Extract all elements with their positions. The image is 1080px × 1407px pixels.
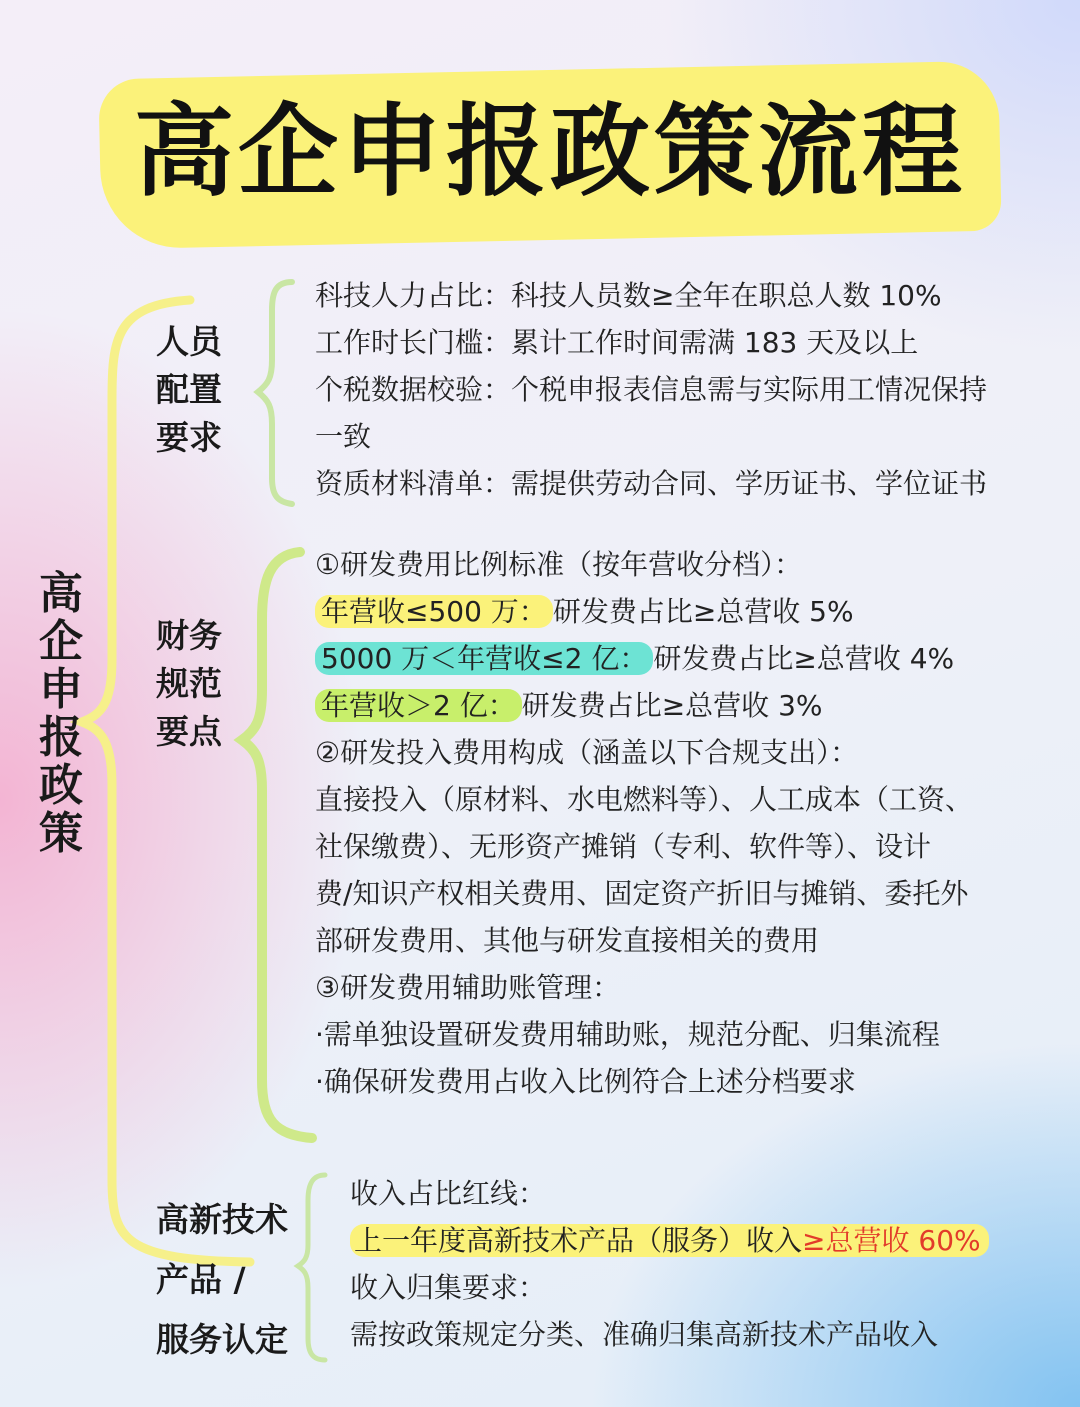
- hitech-brace: [298, 1175, 325, 1360]
- finance-label-line: 财务: [156, 616, 222, 655]
- main-label: 高企申报政策: [39, 568, 83, 859]
- ledger-bullet: ·确保研发费用占收入比例符合上述分档要求: [315, 1065, 856, 1098]
- hitech-label: [156, 1190, 288, 1370]
- requirement-line: 工作时长门槛：累计工作时间需满 183 天及以上: [315, 326, 919, 359]
- composition-line: 社保缴费）、无形资产摊销（专利、软件等）、设计: [315, 830, 932, 863]
- income-ratio-row: [350, 1217, 989, 1264]
- income-ratio-text: 上一年度高新技术产品（服务）收入: [354, 1224, 803, 1257]
- finance-label: [156, 612, 222, 756]
- requirement-line: 个税数据校验：个税申报表信息需与实际用工情况保持: [315, 373, 988, 406]
- requirement-line: 一致: [315, 420, 372, 453]
- tier-value: 研发费占比≥总营收 5%: [552, 595, 854, 628]
- finance-brace: [242, 552, 312, 1138]
- tier-key: 5000 万＜年营收≤2 亿：: [315, 642, 653, 675]
- tier-value: 研发费占比≥总营收 4%: [653, 642, 955, 675]
- hitech-label-line: 服务认定: [156, 1320, 288, 1359]
- finance-label-line: 规范: [156, 664, 222, 703]
- personnel-brace: [258, 282, 292, 504]
- ledger-heading: ③研发费用辅助账管理：: [315, 971, 621, 1004]
- income-collection-line: 需按政策规定分类、准确归集高新技术产品收入: [350, 1318, 939, 1351]
- personnel-label-line: 人员: [156, 322, 222, 361]
- requirement-line: 科技人力占比：科技人员数≥全年在职总人数 10%: [315, 279, 942, 312]
- composition-line: 费/知识产权相关费用、固定资产折旧与摊销、委托外: [315, 877, 969, 910]
- finance-label-line: 要点: [156, 712, 222, 751]
- tier-key: 年营收＞2 亿：: [315, 689, 522, 722]
- hitech-label-line: 高新技术: [156, 1200, 288, 1239]
- hitech-points: [350, 1170, 989, 1358]
- income-ratio-threshold: ≥总营收 60%: [802, 1224, 981, 1257]
- personnel-label-line: 配置: [156, 370, 222, 409]
- finance-points: [315, 541, 973, 1105]
- requirement-line: 资质材料清单：需提供劳动合同、学历证书、学位证书: [315, 467, 988, 500]
- tier-row: [315, 682, 973, 729]
- composition-heading: ②研发投入费用构成（涵盖以下合规支出）：: [315, 736, 859, 769]
- tier-value: 研发费占比≥总营收 3%: [521, 689, 823, 722]
- personnel-requirements: [315, 272, 987, 507]
- income-ratio-heading: 收入占比红线：: [350, 1177, 547, 1210]
- composition-line: 部研发费用、其他与研发直接相关的费用: [315, 924, 820, 957]
- rd-ratio-heading: ①研发费用比例标准（按年营收分档）：: [315, 548, 803, 581]
- tier-row: [315, 588, 973, 635]
- personnel-label-line: 要求: [156, 418, 222, 457]
- page-title: 高企申报政策流程: [134, 93, 966, 210]
- personnel-label: [156, 318, 222, 462]
- tier-key: 年营收≤500 万：: [315, 595, 553, 628]
- tier-row: [315, 635, 973, 682]
- hitech-label-line: 产品 /: [156, 1260, 246, 1299]
- income-ratio-highlight: [350, 1224, 989, 1257]
- composition-line: 直接投入（原材料、水电燃料等）、人工成本（工资、: [315, 783, 974, 816]
- ledger-bullet: ·需单独设置研发费用辅助账，规范分配、归集流程: [315, 1018, 940, 1051]
- income-collection-heading: 收入归集要求：: [350, 1271, 547, 1304]
